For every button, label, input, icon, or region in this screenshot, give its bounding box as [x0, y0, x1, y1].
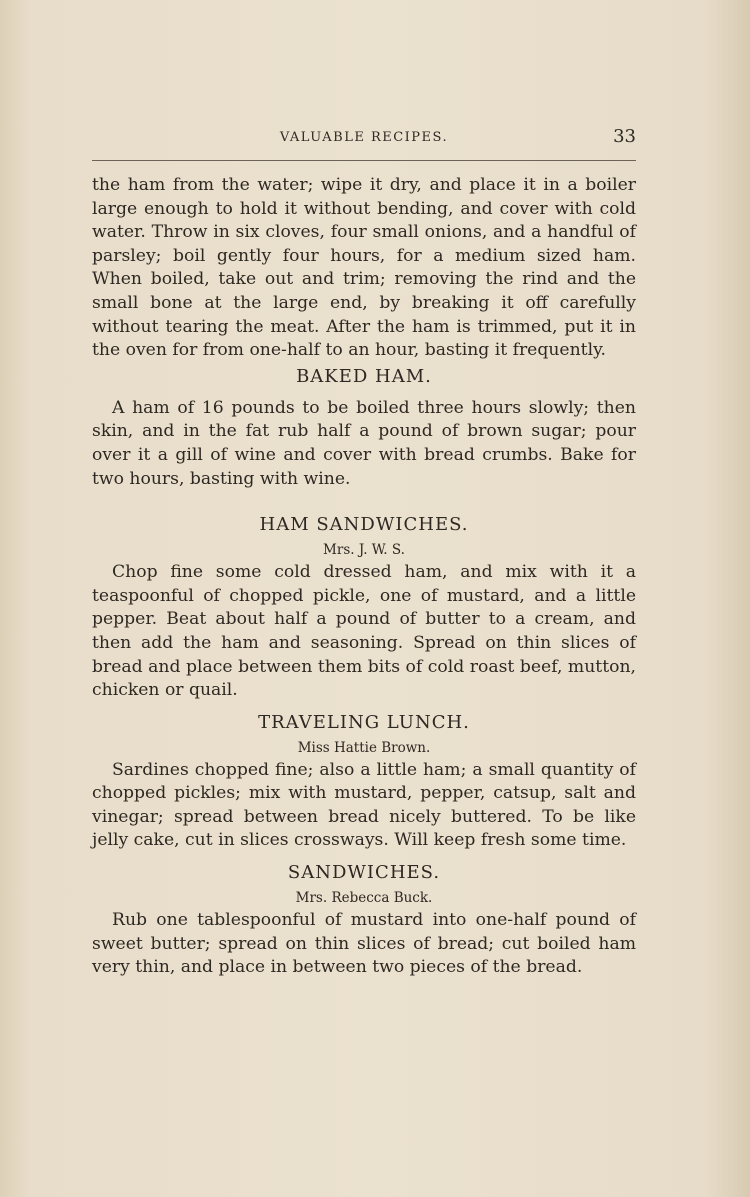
header-rule — [92, 160, 636, 161]
recipe-title-sandwiches: SANDWICHES. — [287, 862, 441, 884]
page-number: 33 — [613, 126, 636, 147]
recipe-author-traveling-lunch: Miss Hattie Brown. — [297, 739, 431, 756]
recipe-text-baked-ham: A ham of 16 pounds to be boiled three hours slowly; then skin, and in the fat rub half a pound of brown sugar; pour over it a gill of wine and cover with bread crumbs. Bake for two hours, basting with wine. — [92, 397, 636, 489]
recipe-title-traveling-lunch: TRAVELING LUNCH. — [258, 711, 470, 733]
recipe-text-ham-sandwiches: Chop fine some cold dressed ham, and mix with it a teaspoonful of chopped pickle, one of mustard, and a little pepper. Beat about half a pound of butter to a cream, and then add the ham and seasoning. Spread on thin slices of bread and place between them bits of cold roast beef, mutton, chicken or quail. — [92, 562, 636, 701]
recipe-text-sandwiches: Rub one tablespoonful of mustard into one-half pound of sweet butter; spread on thin slices of bread; cut boiled ham very thin, and place in between two pieces of the bread. — [92, 910, 636, 978]
page-header — [92, 124, 636, 152]
recipe-author-ham-sandwiches: Mrs. J. W. S. — [323, 542, 405, 559]
recipe-title-baked-ham: BAKED HAM. — [296, 365, 432, 387]
continuation-paragraph: the ham from the water; wipe it dry, and place it in a boiler large enough to hold it without bending, and cover with cold water. Throw in six cloves, four small onions, and a handful of parsley; boil gently four hours, for a medium sized ham. When boiled, take out and trim; removing the rind and the small bone at the large end, by breaking it off carefully without tearing the meat. After the ham is trimmed, put it in the oven for from one-half to an hour, basting it frequently. — [92, 175, 636, 361]
running-title: VALUABLE RECIPES. — [279, 130, 449, 145]
recipe-text-traveling-lunch: Sardines chopped fine; also a little ham; a small quantity of chopped pickles; mix with mustard, pepper, catsup, salt and vinegar; spread between bread nicely buttered. To be like jelly cake, cut in slices crossways. Will keep fresh some time. — [92, 759, 636, 851]
page-content — [92, 174, 636, 980]
recipe-title-ham-sandwiches: HAM SANDWICHES. — [259, 514, 469, 536]
recipe-author-sandwiches: Mrs. Rebecca Buck. — [295, 890, 433, 907]
